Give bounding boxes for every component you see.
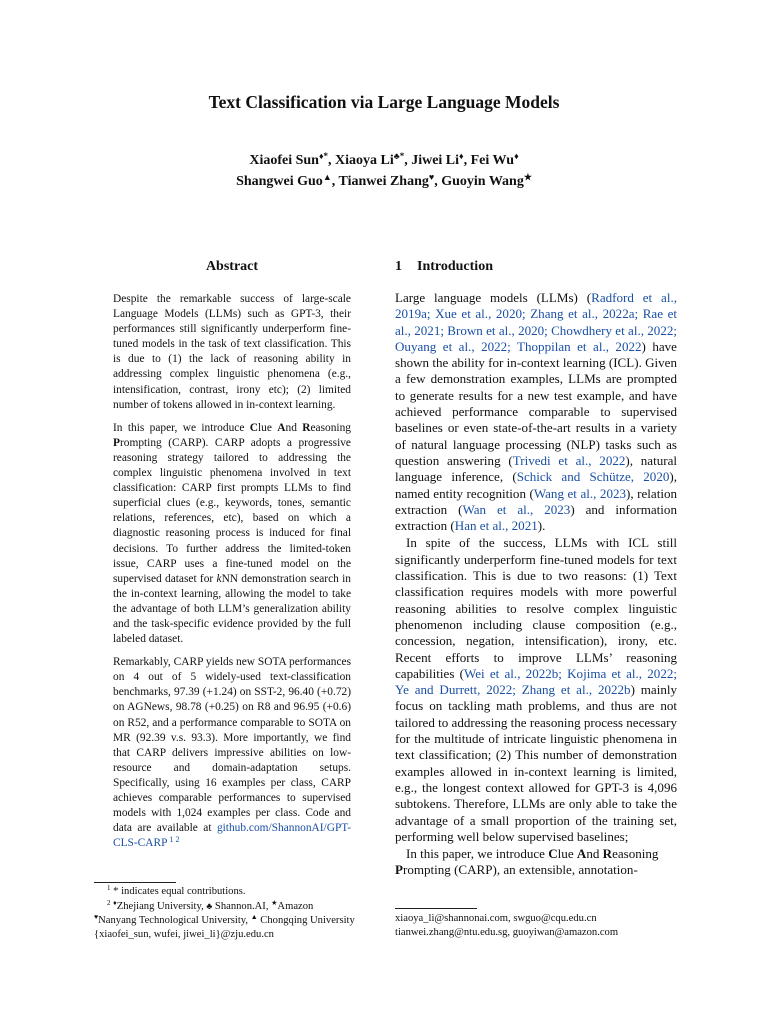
math-k: k <box>216 572 222 585</box>
author-separator: , <box>331 174 339 189</box>
citation-link[interactable]: Wang et al., 2023 <box>533 485 627 501</box>
abstract-paragraph-2 <box>113 421 351 647</box>
footnotes-left <box>94 885 394 942</box>
footnotes-right <box>395 912 695 940</box>
footnote-1 <box>94 885 394 899</box>
text-run: Large language models (LLMs) ( <box>395 290 592 305</box>
acronym-letter: A <box>277 421 286 434</box>
affiliation-mark: ♣ <box>206 901 213 911</box>
section-number: 1 <box>395 259 402 274</box>
intro-paragraph-3 <box>395 846 677 879</box>
acronym-letter: R <box>602 846 613 862</box>
author-separator: , <box>463 153 471 168</box>
author-name: Fei Wu <box>470 153 515 168</box>
footnote-emails: tianwei.zhang@ntu.edu.sg, guoyiwan@amazon.com <box>395 927 619 938</box>
affiliation-mark: ♥ <box>94 913 99 921</box>
text-run: nd <box>285 421 303 434</box>
text-run: ). <box>537 518 546 534</box>
affiliation-mark: ♦* <box>318 151 329 161</box>
text-run: Remarkably, CARP yields new SOTA performances on 4 out of 5 widely-used text-classification benchmarks, 97.39 (+1.24) on SST-2, 96.40 (+0.72) on AGNews, 98.78 (+0.25) on R8 and 96.95 (+0.6) on R52, and a performance comparable to SOTA on MR (92.39 v.s. 93.3). More importantly, we find that CARP delivers impressive abilities on low-resource and domain-adaptation setups. Specifically, using 16 examples per class, CARP achieves comparable performances to supervised models with 1,024 examples per class. Code and data are available at <box>113 656 351 835</box>
acronym-letter: A <box>576 846 587 862</box>
text-run: ) have shown the ability for in-context learning (ICL). Given a few demonstration examples, LLMs are prompted to generate results for a new test example, and have achieved performance comparable to supervised baselines or even state-of-the-art results in a variety of natural language processing (NLP) tasks such as question answering ( <box>395 338 677 468</box>
acronym-letter: P <box>113 436 120 449</box>
affiliation-mark: ♦ <box>459 151 464 161</box>
footnote-text: Shannon.AI, <box>212 901 272 912</box>
text-run: ), named entity recognition ( <box>395 469 677 501</box>
footnote-emails: xiaoya_li@shannonai.com, swguo@cqu.edu.cn <box>395 913 597 924</box>
affiliation-mark: ♦ <box>514 151 519 161</box>
footnote-number: 1 <box>107 884 111 892</box>
text-run: nd <box>586 846 603 862</box>
paper-title: Text Classification via Large Language Models <box>208 92 560 112</box>
abstract-section <box>113 258 351 859</box>
code-link[interactable]: github.com/ShannonAI/GPT-CLS-CARP <box>113 822 351 850</box>
text-run: rompting (CARP). CARP adopts a progressive reasoning strategy tailored to addressing the complex linguistic phenomena involved in text classification: CARP first prompts LLMs to find superficial clues (e.g., keywords, tones, semantic relations, references, etc), based on which a diagnostic reasoning process is induced for final decisions. To further address the limited-token issue, CARP uses a fine-tuned model on the supervised dataset for <box>113 436 351 585</box>
intro-paragraph-1 <box>395 290 677 534</box>
author-name: Shangwei Guo <box>236 174 323 189</box>
abstract-paragraph-1: Despite the remarkable success of large-scale Language Models (LLMs) such as GPT-3, their performances still significantly underperform fine-tuned models in the task of text classification. This is due to (1) the lack of reasoning ability in addressing complex linguistic phenomena (e.g., intensification, contrast, irony etc); (2) limited number of tokens allowed in in-context learning. <box>113 293 351 411</box>
text-run: In spite of the success, LLMs with ICL still significantly underperform fine-tuned models for text classification. This is due to two reasons: (1) Text classification requires models with more powerful reasoning abilities to resolve complex linguistic phenomenon including clause composition (e.g., concession, negation, intensification), irony, etc. Recent efforts to improve LLMs’ reasoning capabilities ( <box>395 535 677 681</box>
author-line-1 <box>0 150 768 171</box>
text-run: NN demonstration search in the in-context learning, allowing the model to take the advantage of both LLM’s generalization ability and the task-specific evidence provided by the full labeled dataset. <box>113 572 351 646</box>
author-name: Tianwei Zhang <box>338 174 429 189</box>
text-run: easoning <box>310 421 351 434</box>
author-name: Jiwei Li <box>411 153 460 168</box>
acronym-letter: R <box>302 421 311 434</box>
abstract-heading: Abstract <box>205 259 259 274</box>
footnote-number: 2 <box>107 899 111 907</box>
citation-link[interactable]: Trivedi et al., 2022 <box>512 452 626 468</box>
affiliation-mark: ★ <box>271 899 278 907</box>
abstract-paragraph-3 <box>113 655 351 851</box>
citation-link[interactable]: Han et al., 2021 <box>454 518 538 534</box>
text-run: rompting (CARP), an extensible, annotation- <box>402 862 638 878</box>
author-line-2 <box>0 171 768 192</box>
intro-paragraph-2 <box>395 535 677 845</box>
author-separator: , <box>434 174 442 189</box>
author-list <box>0 150 768 192</box>
author-name: Xiaoya Li <box>335 153 394 168</box>
text-run: In this paper, we introduce <box>113 421 250 434</box>
footnote-emails: {xiaofei_sun, wufei, jiwei_li}@zju.edu.cn <box>94 929 274 940</box>
citation-link[interactable]: Wan et al., 2023 <box>462 501 571 517</box>
affiliation-mark: ♦ <box>113 899 117 907</box>
footnote-divider <box>94 882 176 883</box>
affiliation-mark: ★ <box>523 172 532 182</box>
text-run: easoning <box>612 846 659 862</box>
text-run: lue <box>257 421 278 434</box>
section-title: Introduction <box>417 259 493 274</box>
citation-link[interactable]: Schick and Schütze, 2020 <box>516 469 670 485</box>
introduction-heading <box>395 258 677 276</box>
author-separator: , <box>404 153 412 168</box>
acronym-letter: C <box>249 421 258 434</box>
text-run: lue <box>557 846 577 862</box>
affiliation-mark: ▲ <box>250 913 258 921</box>
affiliation-mark: ♣* <box>393 151 405 161</box>
footnote-text: * indicates equal contributions. <box>110 886 246 897</box>
author-name: Xiaofei Sun <box>249 153 319 168</box>
footnote-text: Amazon <box>277 901 314 912</box>
affiliation-mark: ▲ <box>322 172 332 182</box>
text-run: ) and information extraction ( <box>395 501 677 534</box>
author-separator: , <box>328 153 336 168</box>
text-run: In this paper, we introduce <box>406 846 549 862</box>
acronym-letter: C <box>548 846 558 862</box>
citation-link[interactable]: Wei et al., 2022b; Kojima et al., 2022; Ye and Durrett, 2022; Zhang et al., 2022b <box>395 665 677 698</box>
footnote-2 <box>94 899 394 914</box>
footnote-text: Nanyang Technological University, <box>98 915 251 926</box>
footnote-marks[interactable]: 1 2 <box>167 835 180 845</box>
footnote-text: Zhejiang University, <box>116 901 207 912</box>
citation-link[interactable]: Radford et al., 2019a; Xue et al., 2020; Zhang et al., 2022a; Rae et al., 2021; Brown et al., 2020; Chowdhery et al., 2022; Ouyang et al., 2022; Thoppilan et al., 2022 <box>395 290 677 354</box>
text-run: ), natural language inference, ( <box>395 452 677 485</box>
footnote-text: Chongqing University <box>257 915 355 926</box>
footnote-divider <box>395 908 477 909</box>
introduction-section <box>395 258 677 879</box>
affiliation-mark: ♥ <box>428 172 435 182</box>
footnote-affiliations <box>94 914 394 928</box>
text-run: ), relation extraction ( <box>395 485 678 517</box>
acronym-letter: P <box>395 862 403 878</box>
text-run: ) mainly focus on tackling math problems, and thus are not tailored to addressing the reasoning process necessary for the multitude of intricate linguistic phenomena in text classification; (2) This number of demonstration examples allowed in in-context learning is limited, e.g., the longest context allowed for GPT-3 is 4,096 subtokens. Therefore, LLMs are only able to take the advantage of a small proportion of the training set, performing well below supervised baselines; <box>395 682 677 844</box>
author-name: Guoyin Wang <box>441 174 524 189</box>
